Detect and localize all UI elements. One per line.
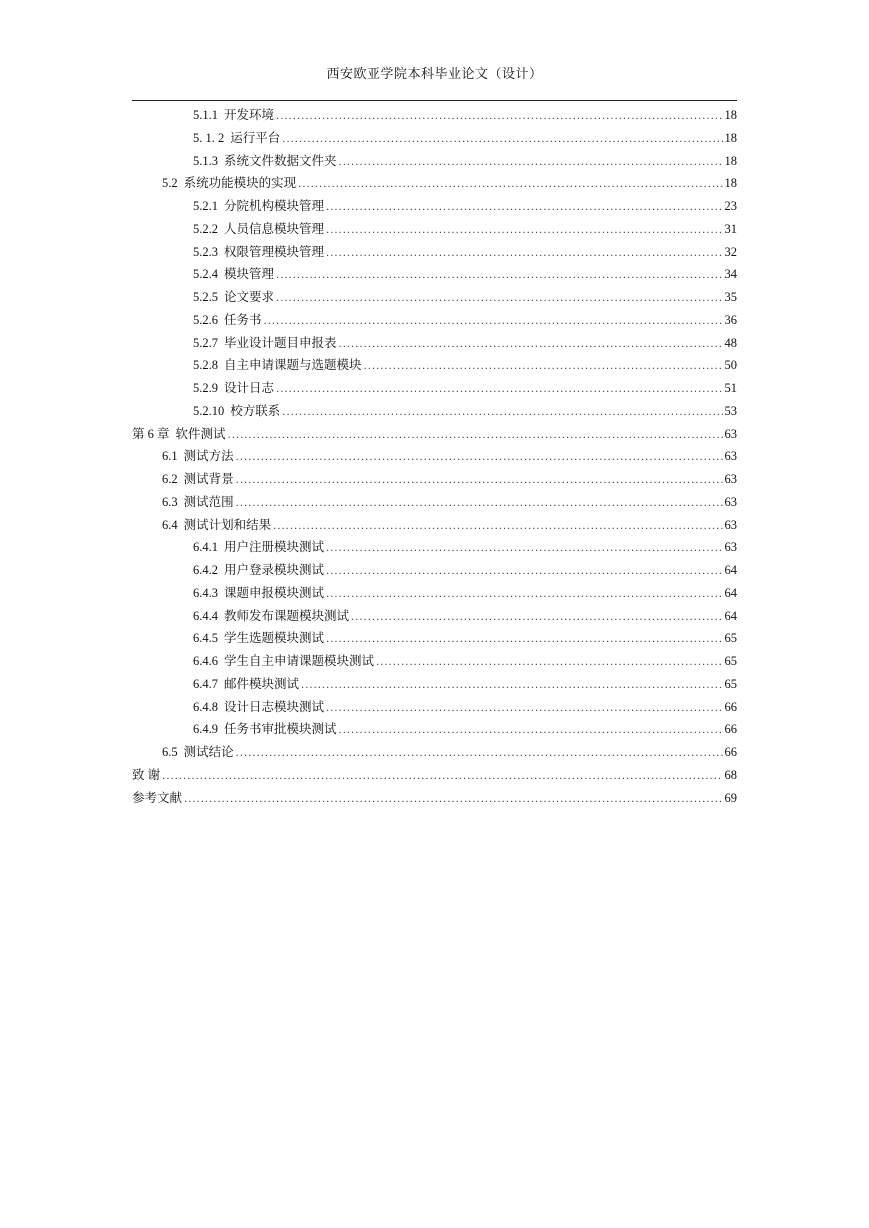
toc-entry[interactable] xyxy=(132,696,737,719)
toc-entry-number: 6.4.9 xyxy=(193,722,218,737)
toc-entry-number: 6.4.6 xyxy=(193,654,218,668)
page-header: 西安欧亚学院本科毕业论文（设计） xyxy=(326,67,543,82)
toc-page-number: 63 xyxy=(724,494,737,509)
toc-entry[interactable] xyxy=(132,263,737,286)
toc-entry-text: 学生自主申请课题模块测试 xyxy=(224,654,375,668)
toc-page-number: 69 xyxy=(724,790,737,805)
toc-dot-leader xyxy=(351,607,722,630)
toc-entry-text: 教师发布课题模块测试 xyxy=(224,608,350,623)
toc-dot-leader xyxy=(326,243,722,266)
toc-page-number: 66 xyxy=(724,745,737,759)
toc-page-number: 68 xyxy=(724,767,737,782)
toc-entry[interactable] xyxy=(132,650,737,673)
toc-entry-number: 6.4.3 xyxy=(193,585,218,600)
toc-dot-leader xyxy=(228,425,723,448)
toc-entry[interactable] xyxy=(132,332,737,355)
toc-entry-text: 任务书审批模块测试 xyxy=(224,722,337,737)
toc-entry[interactable] xyxy=(132,127,737,150)
toc-dot-leader xyxy=(326,584,722,607)
toc-dot-leader xyxy=(376,652,722,675)
toc-entry[interactable] xyxy=(132,172,737,195)
toc-entry-text: 自主申请课题与选题模块 xyxy=(224,358,362,373)
toc-page-number: 63 xyxy=(724,472,737,486)
toc-dot-leader xyxy=(273,516,722,539)
toc-entry-number: 6.3 xyxy=(162,494,178,509)
toc-entry[interactable] xyxy=(132,423,737,446)
toc-entry-number: 6.4.5 xyxy=(193,631,218,646)
toc-entry[interactable] xyxy=(132,354,737,377)
toc-entry-text: 人员信息模块管理 xyxy=(224,221,325,236)
toc-dot-leader xyxy=(276,379,722,402)
toc-entry[interactable] xyxy=(132,787,737,810)
toc-entry-number: 5.2.9 xyxy=(193,381,218,395)
toc-entry[interactable] xyxy=(132,764,737,787)
toc-page-number: 66 xyxy=(724,699,737,714)
toc-entry-title xyxy=(162,445,234,468)
toc-entry-text: 用户登录模块测试 xyxy=(224,563,325,577)
toc-entry-title xyxy=(132,423,226,446)
toc-entry[interactable] xyxy=(132,377,737,400)
toc-dot-leader xyxy=(326,197,722,220)
toc-page-number: 35 xyxy=(724,290,737,304)
toc-entry-title xyxy=(162,491,234,514)
toc-entry[interactable] xyxy=(132,150,737,173)
toc-entry[interactable] xyxy=(132,741,737,764)
toc-entry-number: 6.1 xyxy=(162,449,178,464)
toc-entry-title xyxy=(162,514,271,537)
toc-entry-number: 6.4.1 xyxy=(193,540,218,555)
toc-entry-title xyxy=(193,559,324,582)
toc-entry-title xyxy=(132,787,182,810)
toc-entry-text: 设计日志 xyxy=(224,381,275,395)
toc-entry-text: 任务书 xyxy=(224,312,262,327)
toc-page-number: 63 xyxy=(724,540,737,555)
toc-entry[interactable] xyxy=(132,195,737,218)
toc-dot-leader xyxy=(236,743,723,766)
toc-entry-number: 5.2.3 xyxy=(193,244,218,259)
toc-dot-leader xyxy=(339,334,723,357)
header-rule xyxy=(132,100,737,101)
toc-entry-number: 第 6 章 xyxy=(132,426,170,441)
toc-entry-text: 测试范围 xyxy=(183,494,234,509)
toc-entry-text: 用户注册模块测试 xyxy=(224,540,325,555)
toc-entry-number: 5.2.8 xyxy=(193,358,218,373)
toc-entry-title xyxy=(193,673,299,696)
toc-entry-title xyxy=(193,650,374,673)
toc-entry-number: 5.1.1 xyxy=(193,108,218,122)
toc-entry-number: 5.2 xyxy=(162,176,178,191)
toc-entry-title xyxy=(132,764,160,787)
toc-dot-leader xyxy=(326,538,722,561)
toc-entry-number: 6.4 xyxy=(162,517,178,532)
toc-entry-title xyxy=(193,104,274,127)
toc-entry-number: 5.2.1 xyxy=(193,199,218,213)
toc-dot-leader xyxy=(184,789,722,812)
toc-page-number: 64 xyxy=(724,585,737,600)
toc-page-number: 18 xyxy=(724,108,737,122)
toc-entry-text: 测试结论 xyxy=(183,745,234,759)
toc-entry-number: 5.2.10 xyxy=(193,403,225,418)
toc-entry[interactable] xyxy=(132,309,737,332)
toc-entry-text: 论文要求 xyxy=(224,290,275,304)
toc-entry-number: 5.2.5 xyxy=(193,290,218,304)
toc-page-number: 36 xyxy=(724,312,737,327)
toc-entry-title xyxy=(193,582,324,605)
toc-dot-leader xyxy=(298,174,722,197)
toc-page-number: 51 xyxy=(724,381,737,395)
toc-entry-text: 测试背景 xyxy=(183,472,234,486)
toc-dot-leader xyxy=(326,629,722,652)
toc-entry-text: 校方联系 xyxy=(230,403,281,418)
toc-entry[interactable] xyxy=(132,468,737,491)
toc-entry-title xyxy=(193,377,274,400)
toc-entry[interactable] xyxy=(132,218,737,241)
toc-entry-number: 5.1.3 xyxy=(193,153,218,168)
toc-entry-title xyxy=(193,332,337,355)
toc-entry-text: 邮件模块测试 xyxy=(224,676,300,691)
toc-entry-number: 5.2.4 xyxy=(193,267,218,282)
toc-entry-text: 测试方法 xyxy=(183,449,234,464)
toc-dot-leader xyxy=(276,106,722,129)
toc-entry[interactable] xyxy=(132,627,737,650)
toc-page-number: 32 xyxy=(724,244,737,259)
toc-entry-text: 课题申报模块测试 xyxy=(224,585,325,600)
toc-page-number: 63 xyxy=(724,517,737,532)
toc-entry-title xyxy=(193,241,324,264)
toc-entry[interactable] xyxy=(132,241,737,264)
toc-entry-title xyxy=(193,627,324,650)
toc-dot-leader xyxy=(162,766,722,789)
toc-entry-text: 毕业设计题目申报表 xyxy=(224,335,337,350)
toc-entry-title xyxy=(193,218,324,241)
toc-page-number: 63 xyxy=(724,449,737,464)
toc-dot-leader xyxy=(326,220,722,243)
toc-dot-leader xyxy=(339,152,723,175)
toc-dot-leader xyxy=(364,356,723,379)
toc-dot-leader xyxy=(276,265,722,288)
toc-entry-title xyxy=(162,468,234,491)
toc-entry-text: 模块管理 xyxy=(224,267,275,282)
toc-entry-text: 分院机构模块管理 xyxy=(224,199,325,213)
toc-entry-title xyxy=(193,354,362,377)
toc-page-number: 65 xyxy=(724,676,737,691)
toc-entry-title xyxy=(193,536,324,559)
toc-dot-leader xyxy=(282,402,722,425)
toc-entry-title xyxy=(193,150,337,173)
toc-page-number: 64 xyxy=(724,563,737,577)
toc-entry-title xyxy=(193,286,274,309)
toc-entry-number: 6.4.7 xyxy=(193,676,218,691)
toc-entry-text: 设计日志模块测试 xyxy=(224,699,325,714)
toc-dot-leader xyxy=(301,675,722,698)
toc-entry-title xyxy=(193,127,280,150)
toc-entry-number: 6.5 xyxy=(162,745,178,759)
toc-page-number: 18 xyxy=(724,153,737,168)
toc-entry-number: 6.4.4 xyxy=(193,608,218,623)
toc-page-number: 53 xyxy=(724,403,737,418)
toc-entry[interactable] xyxy=(132,536,737,559)
toc-dot-leader xyxy=(264,311,723,334)
toc-page-number: 31 xyxy=(724,221,737,236)
toc-page-number: 65 xyxy=(724,631,737,646)
toc-entry-text: 运行平台 xyxy=(230,130,281,145)
toc-entry[interactable] xyxy=(132,605,737,628)
toc-dot-leader xyxy=(276,288,722,311)
toc-page-number: 64 xyxy=(724,608,737,623)
toc-entry-text: 系统功能模块的实现 xyxy=(183,176,297,191)
toc-entry-text: 致 谢 xyxy=(132,767,161,782)
toc-entry-title xyxy=(193,309,262,332)
toc-entry-title xyxy=(162,172,296,195)
toc-page-number: 63 xyxy=(724,426,737,441)
toc-dot-leader xyxy=(326,561,722,584)
toc-dot-leader xyxy=(236,447,723,470)
toc-entry[interactable] xyxy=(132,286,737,309)
toc-page-number: 34 xyxy=(724,267,737,282)
toc-page-number: 66 xyxy=(724,722,737,737)
toc-entry-number: 6.4.2 xyxy=(193,563,218,577)
toc-entry-number: 5. 1. 2 xyxy=(193,130,225,145)
toc-entry-title xyxy=(193,718,337,741)
toc-entry-text: 测试计划和结果 xyxy=(183,517,272,532)
toc-page-number: 18 xyxy=(724,176,737,191)
toc-dot-leader xyxy=(339,720,723,743)
toc-entry-title xyxy=(193,195,324,218)
toc-entry-title xyxy=(193,263,274,286)
toc-page-number: 65 xyxy=(724,654,737,668)
toc-entry-title xyxy=(193,605,349,628)
toc-page-number: 18 xyxy=(724,130,737,145)
toc-entry-title xyxy=(193,400,280,423)
toc-dot-leader xyxy=(236,493,723,516)
toc-entry-number: 5.2.7 xyxy=(193,335,218,350)
toc-entry-text: 权限管理模块管理 xyxy=(224,244,325,259)
toc-entry[interactable] xyxy=(132,582,737,605)
toc-dot-leader xyxy=(326,698,722,721)
toc-entry[interactable] xyxy=(132,718,737,741)
toc-entry[interactable] xyxy=(132,673,737,696)
toc-entry-number: 5.2.6 xyxy=(193,312,218,327)
toc-dot-leader xyxy=(236,470,723,493)
table-of-contents xyxy=(132,104,737,809)
toc-entry-title xyxy=(162,741,234,764)
toc-dot-leader xyxy=(282,129,722,152)
toc-entry[interactable] xyxy=(132,445,737,468)
toc-entry[interactable] xyxy=(132,104,737,127)
toc-entry-text: 学生选题模块测试 xyxy=(224,631,325,646)
toc-entry-text: 系统文件数据文件夹 xyxy=(224,153,337,168)
toc-entry[interactable] xyxy=(132,559,737,582)
toc-entry-number: 6.4.8 xyxy=(193,699,218,714)
toc-page-number: 48 xyxy=(724,335,737,350)
toc-entry[interactable] xyxy=(132,491,737,514)
toc-page-number: 50 xyxy=(724,358,737,373)
toc-page-number: 23 xyxy=(724,199,737,213)
toc-entry-text: 开发环境 xyxy=(224,108,275,122)
toc-entry[interactable] xyxy=(132,400,737,423)
toc-entry-number: 6.2 xyxy=(162,472,178,486)
toc-entry-title xyxy=(193,696,324,719)
toc-entry-number: 5.2.2 xyxy=(193,221,218,236)
toc-entry[interactable] xyxy=(132,514,737,537)
toc-entry-text: 软件测试 xyxy=(175,426,226,441)
toc-entry-text: 参考文献 xyxy=(132,790,183,805)
